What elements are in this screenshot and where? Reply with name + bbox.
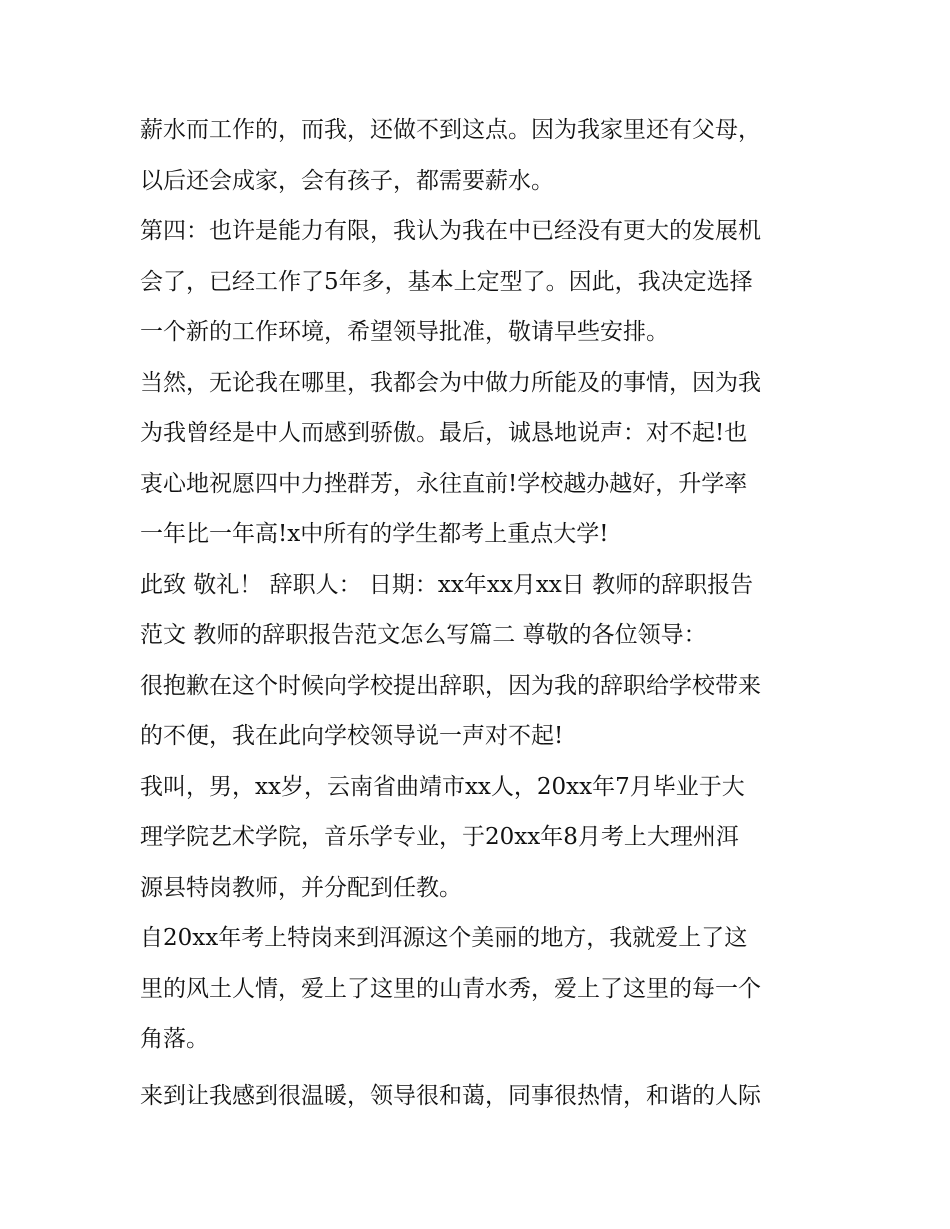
text-line: 很抱歉在这个时候向学校提出辞职，因为我的辞职给学校带来 [140,672,761,699]
text-line: 自20xx年考上特岗来到洱源这个美丽的地方，我就爱上了这 [140,925,748,951]
text-line: 以后还会成家，会有孩子，都需要薪水。 [140,167,554,194]
text-line: 来到让我感到很温暖，领导很和蔼，同事很热情，和谐的人际 [140,1082,761,1109]
text-line: 衷心地祝愿四中力挫群芳，永往直前!学校越办越好，升学率 [140,470,748,497]
text-line: 角落。 [140,1026,209,1052]
text-line: 理学院艺术学院，音乐学专业，于20xx年8月考上大理州洱 [140,824,739,850]
text-line: 第四：也许是能力有限，我认为我在中已经没有更大的发展机 [140,218,761,244]
text-line: 当然，无论我在哪里，我都会为中做力所能及的事情，因为我 [140,369,761,396]
text-line: 薪水而工作的，而我，还做不到这点。因为我家里还有父母， [140,117,761,143]
text-line: 范文 教师的辞职报告范文怎么写篇二 尊敬的各位领导： [140,622,707,648]
body-text [140,105,820,1121]
text-line: 此致 敬礼！ 辞职人： 日期：xx年xx月xx日 教师的辞职报告 [140,571,754,598]
text-line: 为我曾经是中人而感到骄傲。最后，诚恳地说声：对不起!也 [140,420,748,446]
text-line: 一年比一年高!x中所有的学生都考上重点大学! [140,521,609,547]
text-line: 我叫，男，xx岁，云南省曲靖市xx人，20xx年7月毕业于大 [140,773,745,800]
text-line: 的不便，我在此向学校领导说一声对不起! [140,723,564,749]
text-line: 会了，已经工作了5年多，基本上定型了。因此，我决定选择 [140,268,753,295]
text-line: 源县特岗教师，并分配到任教。 [140,874,462,901]
text-line: 里的风土人情，爱上了这里的山青水秀，爱上了这里的每一个 [140,975,761,1002]
text-line: 一个新的工作环境，希望领导批准，敬请早些安排。 [140,319,669,345]
